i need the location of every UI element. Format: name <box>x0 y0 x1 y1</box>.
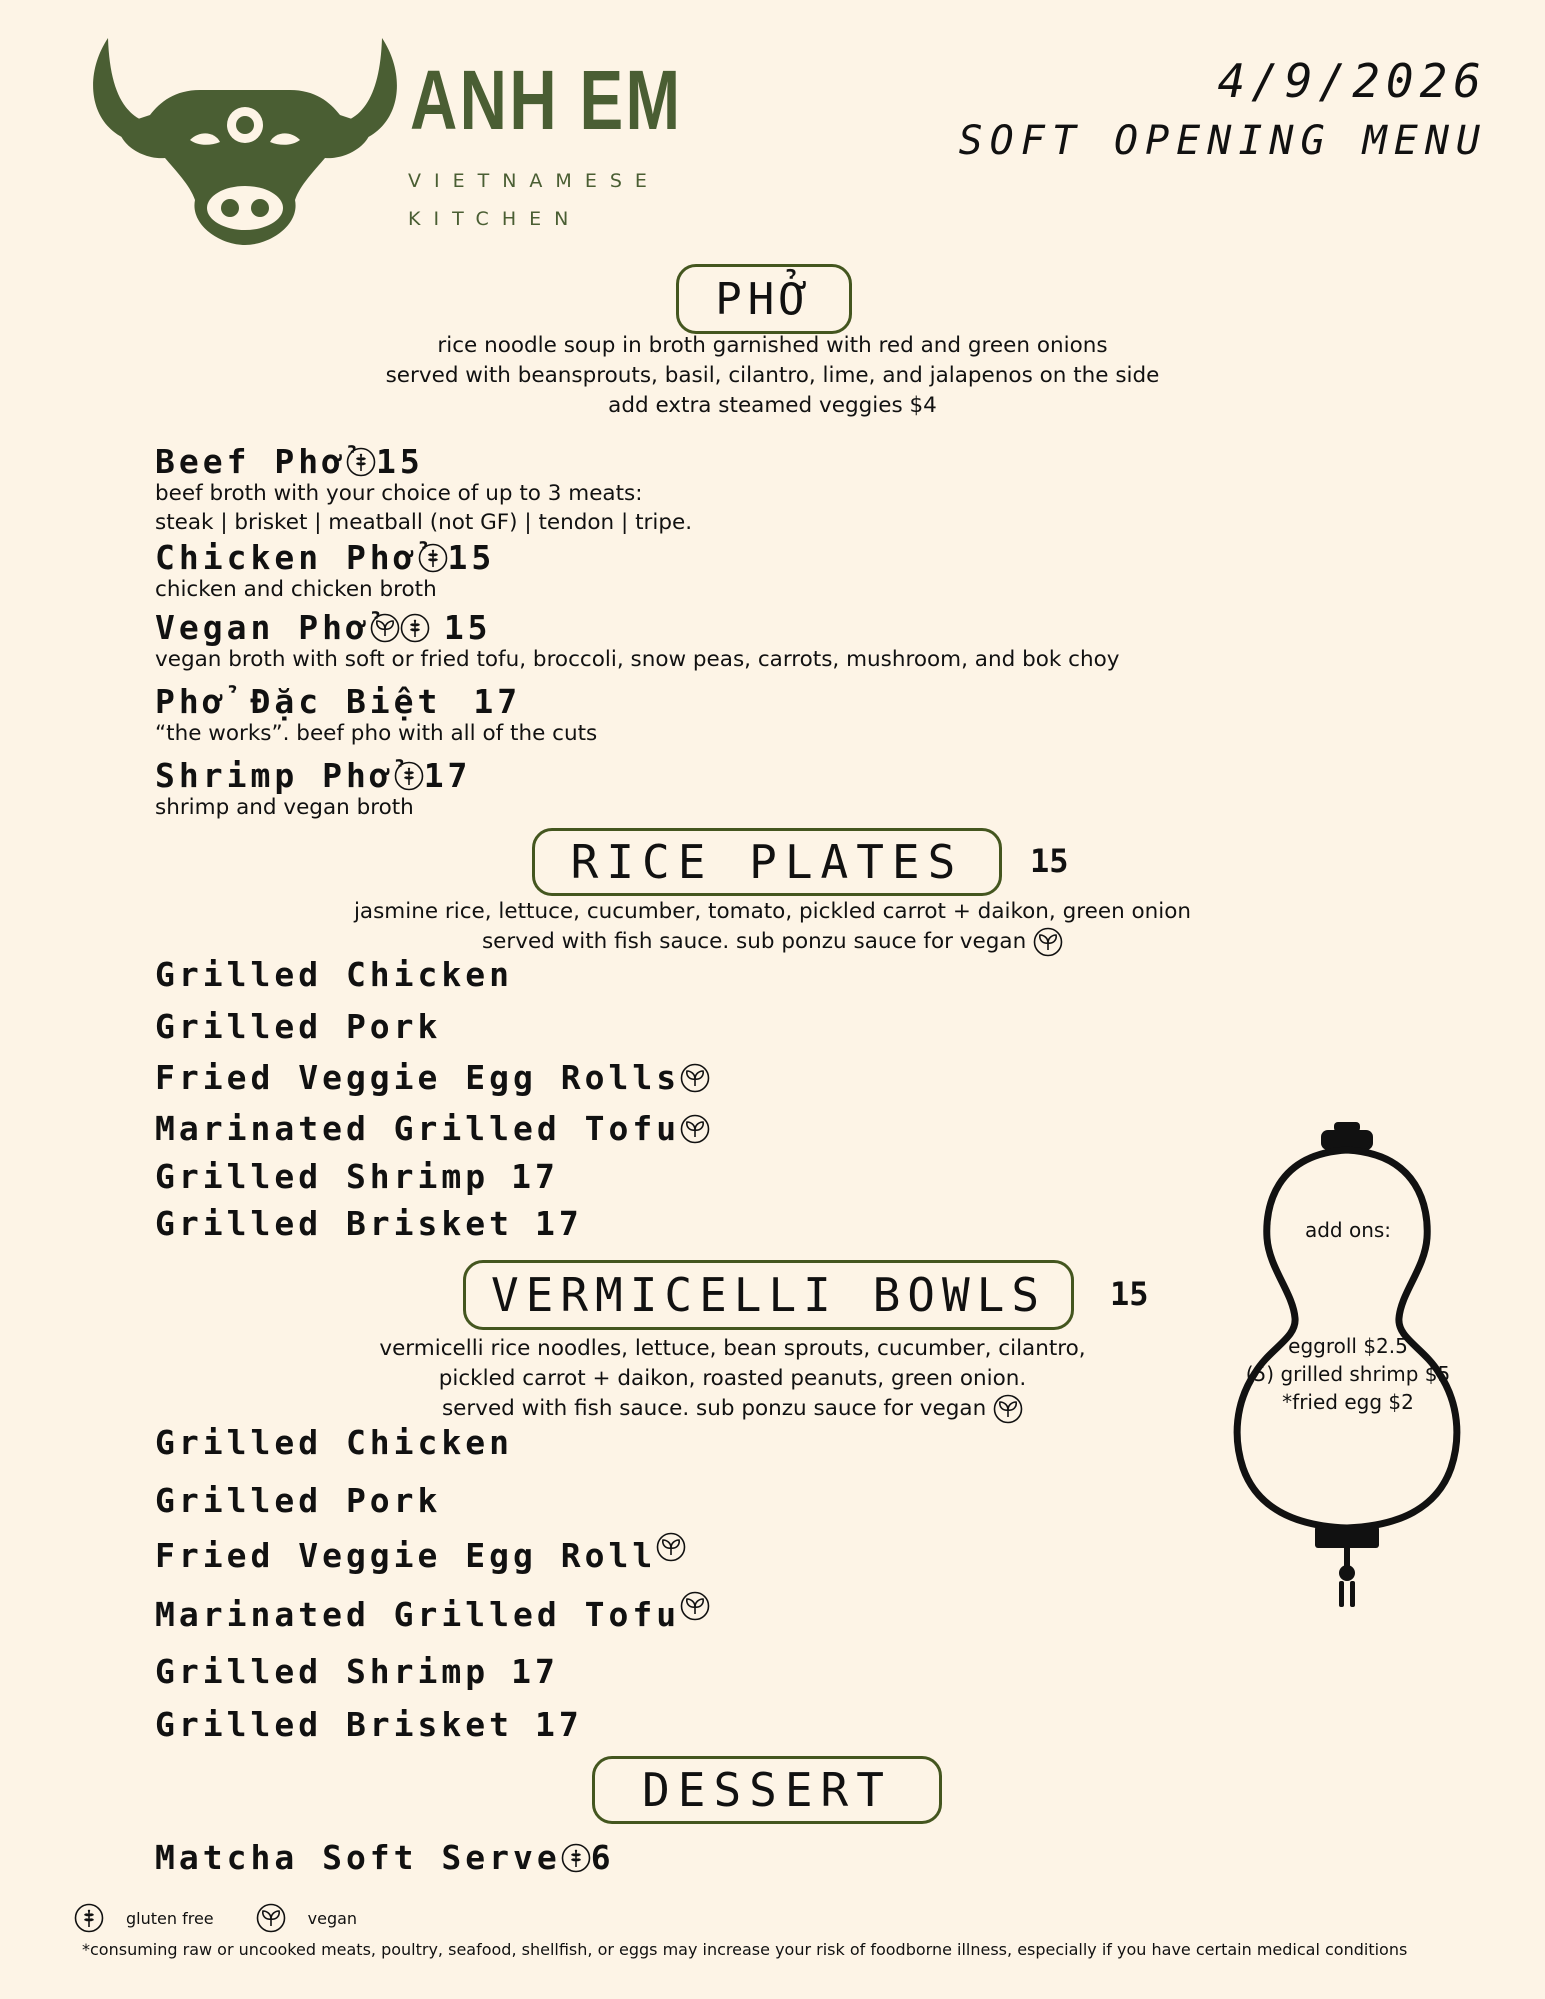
section-title-pho <box>676 264 852 334</box>
item-desc-line: shrimp and vegan broth <box>155 795 414 820</box>
menu-item <box>155 1536 686 1575</box>
section-title-vermicelli-text: VERMICELLI BOWLS <box>490 1268 1047 1322</box>
item-name: Grilled Shrimp <box>155 1652 490 1691</box>
menu-item <box>155 1423 513 1462</box>
vermicelli-desc-text: served with fish sauce. sub ponzu sauce for vegan <box>441 1396 987 1421</box>
gluten-free-icon <box>346 447 376 477</box>
item-name: Beef Phở <box>155 442 346 481</box>
brand-logo <box>80 30 410 250</box>
menu-item-vegan-pho <box>155 608 492 647</box>
section-title-pho-text: PHỞ <box>715 273 813 325</box>
item-price: 17 <box>423 756 472 795</box>
rice-desc-line: jasmine rice, lettuce, cucumber, tomato, pickled carrot + daikon, green onion <box>353 899 1192 924</box>
vegan-icon <box>680 1063 710 1093</box>
addon-item: *fried egg $2 <box>1282 1390 1414 1414</box>
brand-name: ANH EM <box>410 53 683 147</box>
item-desc-beef-pho <box>155 479 692 537</box>
health-disclaimer: *consuming raw or uncooked meats, poultry, seafood, shellfish, or eggs may increase your risk of foodborne illness, especially if you have certain medical conditions <box>82 1940 1408 1959</box>
item-desc-line: chicken and chicken broth <box>155 577 437 602</box>
menu-item <box>155 955 513 994</box>
addons-title: add ons: <box>1304 1218 1392 1242</box>
section-title-dessert-text: DESSERT <box>642 1763 892 1817</box>
item-name: Matcha Soft Serve <box>155 1838 561 1877</box>
vegan-icon <box>256 1903 286 1933</box>
item-name: Grilled Chicken <box>155 955 514 994</box>
item-price: 6 <box>590 1838 615 1877</box>
item-price: 17 <box>511 1157 559 1196</box>
rice-desc-line <box>0 927 1545 957</box>
pho-desc-line: rice noodle soup in broth garnished with red and green onions <box>437 333 1108 358</box>
section-title-rice-plates <box>532 828 1002 896</box>
addon-item: eggroll $2.5 <box>1288 1334 1408 1358</box>
menu-item-matcha-soft-serve <box>155 1838 615 1877</box>
item-name: Chicken Phở <box>155 538 418 577</box>
menu-item <box>155 1481 441 1520</box>
item-name: Grilled Brisket <box>155 1204 514 1243</box>
menu-item <box>155 1157 559 1196</box>
item-name: Grilled Shrimp <box>155 1157 490 1196</box>
gluten-free-icon <box>561 1843 591 1873</box>
menu-item-shrimp-pho <box>155 756 471 795</box>
vegan-icon <box>680 1591 710 1621</box>
section-price-rice: 15 <box>1030 842 1069 880</box>
item-price: 17 <box>511 1652 559 1691</box>
item-name: Phở Đặc Biệt <box>155 682 442 721</box>
menu-item <box>155 1007 441 1046</box>
item-desc-line: steak | brisket | meatball (not GF) | tendon | tripe. <box>155 510 693 535</box>
item-name: Vegan Phở <box>155 608 370 647</box>
menu-item <box>155 1705 583 1744</box>
item-price: 17 <box>535 1705 583 1744</box>
section-title-dessert <box>592 1756 942 1824</box>
legend-gluten-free: gluten free <box>126 1908 214 1928</box>
item-desc-line: vegan broth with soft or fried tofu, broccoli, snow peas, carrots, mushroom, and bok choy <box>155 647 1120 672</box>
brand-tagline-1: VIETNAMESE <box>408 170 660 192</box>
item-name: Marinated Grilled Tofu <box>155 1595 681 1634</box>
buffalo-head-logo-icon <box>80 30 410 250</box>
menu-title: SOFT OPENING MENU <box>958 118 1487 164</box>
gluten-free-icon <box>74 1903 104 1933</box>
pho-desc-line: add extra steamed veggies $4 <box>608 393 937 418</box>
item-price: 15 <box>447 538 496 577</box>
menu-date: 4/9/2026 <box>1217 54 1487 108</box>
item-desc-line: “the works”. beef pho with all of the cuts <box>155 721 598 746</box>
menu-item <box>155 1652 559 1691</box>
item-name: Grilled Brisket <box>155 1705 514 1744</box>
vegan-icon <box>993 1394 1023 1424</box>
section-title-rice-text: RICE PLATES <box>570 835 964 889</box>
item-name: Fried Veggie Egg Roll <box>155 1536 657 1575</box>
item-desc-vegan-pho <box>155 645 1119 674</box>
item-price: 15 <box>443 608 492 647</box>
vermicelli-desc-line: vermicelli rice noodles, lettuce, bean sprouts, cucumber, cilantro, <box>379 1336 1086 1361</box>
section-price-vermicelli: 15 <box>1110 1275 1149 1313</box>
item-name: Grilled Pork <box>155 1007 442 1046</box>
item-name: Shrimp Phở <box>155 756 394 795</box>
pho-desc-line: served with beansprouts, basil, cilantro, lime, and jalapenos on the side <box>385 363 1160 388</box>
vegan-icon <box>680 1114 710 1144</box>
section-title-vermicelli <box>463 1260 1074 1330</box>
menu-item <box>155 1204 583 1243</box>
item-desc-chicken-pho <box>155 575 437 604</box>
item-desc-line: beef broth with your choice of up to 3 meats: <box>155 481 643 506</box>
item-name: Grilled Chicken <box>155 1423 514 1462</box>
brand-tagline-2: KITCHEN <box>408 208 582 230</box>
item-desc-pho-dac-biet <box>155 719 597 748</box>
vegan-icon <box>656 1532 686 1562</box>
item-name: Marinated Grilled Tofu <box>155 1109 681 1148</box>
vegan-icon <box>1033 927 1063 957</box>
addons-list <box>1228 1332 1468 1416</box>
legend-vegan: vegan <box>307 1908 358 1928</box>
addon-item: (5) grilled shrimp $5 <box>1245 1362 1451 1386</box>
item-name: Fried Veggie Egg Rolls <box>155 1058 681 1097</box>
legend <box>74 1903 357 1933</box>
menu-item-beef-pho <box>155 442 424 481</box>
item-name: Grilled Pork <box>155 1481 442 1520</box>
menu-item <box>155 1109 710 1148</box>
rice-description <box>0 897 1545 957</box>
pho-description <box>0 331 1545 421</box>
menu-item <box>155 1595 710 1634</box>
gluten-free-icon <box>418 543 448 573</box>
gluten-free-icon <box>394 761 424 791</box>
item-desc-shrimp-pho <box>155 793 414 822</box>
menu-item-pho-dac-biet <box>155 682 521 721</box>
rice-desc-text: served with fish sauce. sub ponzu sauce for vegan <box>481 929 1027 954</box>
item-price: 17 <box>535 1204 583 1243</box>
menu-item-chicken-pho <box>155 538 495 577</box>
vegan-icon <box>370 613 400 643</box>
item-price: 15 <box>375 442 424 481</box>
gluten-free-icon <box>400 613 430 643</box>
menu-item <box>155 1058 710 1097</box>
vermicelli-desc-line: pickled carrot + daikon, roasted peanuts, green onion. <box>438 1366 1027 1391</box>
item-price: 17 <box>473 682 522 721</box>
